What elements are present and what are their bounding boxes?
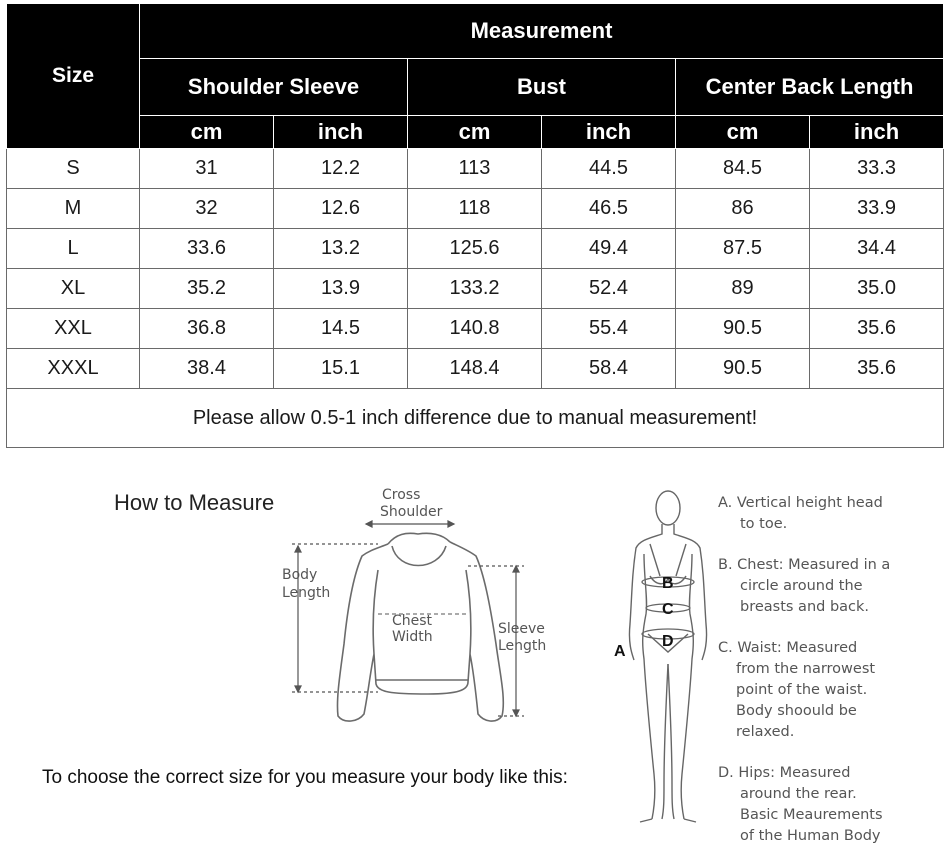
chest-width-label: Width xyxy=(392,629,433,645)
value-cell: 12.2 xyxy=(274,149,408,189)
size-cell: L xyxy=(7,229,140,269)
body-length-label: Length xyxy=(282,585,331,601)
legend-item-height xyxy=(718,493,943,535)
value-cell: 55.4 xyxy=(542,309,676,349)
group-header-shoulder-sleeve: Shoulder Sleeve xyxy=(140,59,408,116)
legend-line: relaxed. xyxy=(736,724,795,740)
value-cell: 13.9 xyxy=(274,269,408,309)
value-cell: 113 xyxy=(408,149,542,189)
size-header: Size xyxy=(7,4,140,149)
hips-marker-d: D xyxy=(662,633,674,650)
legend-line: to toe. xyxy=(740,516,788,532)
table-row xyxy=(7,229,944,269)
table-row xyxy=(7,349,944,389)
value-cell: 13.2 xyxy=(274,229,408,269)
legend-line: of the Human Body xyxy=(740,828,881,844)
value-cell: 35.2 xyxy=(140,269,274,309)
value-cell: 35.6 xyxy=(810,349,944,389)
value-cell: 38.4 xyxy=(140,349,274,389)
value-cell: 58.4 xyxy=(542,349,676,389)
legend-item-hips xyxy=(718,763,943,847)
value-cell: 133.2 xyxy=(408,269,542,309)
legend-line: Basic Meaurements xyxy=(740,807,883,823)
measurement-header: Measurement xyxy=(140,4,944,59)
value-cell: 87.5 xyxy=(676,229,810,269)
chest-marker-b: B xyxy=(662,575,674,592)
value-cell: 31 xyxy=(140,149,274,189)
group-header-center-back-length: Center Back Length xyxy=(676,59,944,116)
table-row xyxy=(7,269,944,309)
value-cell: 86 xyxy=(676,189,810,229)
legend-line: around the rear. xyxy=(740,786,857,802)
value-cell: 140.8 xyxy=(408,309,542,349)
legend-line: breasts and back. xyxy=(740,599,870,615)
size-cell: XXL xyxy=(7,309,140,349)
table-row xyxy=(7,149,944,189)
value-cell: 33.6 xyxy=(140,229,274,269)
legend-line: D. Hips: Measured xyxy=(718,765,851,781)
waist-marker-c: C xyxy=(662,601,674,618)
value-cell: 44.5 xyxy=(542,149,676,189)
legend-item-waist xyxy=(718,638,943,743)
value-cell: 89 xyxy=(676,269,810,309)
measurement-note: Please allow 0.5-1 inch difference due to manual measurement! xyxy=(7,389,944,448)
value-cell: 49.4 xyxy=(542,229,676,269)
unit-header: cm xyxy=(408,116,542,149)
value-cell: 34.4 xyxy=(810,229,944,269)
legend-line: circle around the xyxy=(740,578,863,594)
sleeve-length-label: Sleeve xyxy=(498,621,545,637)
chest-width-label: Chest xyxy=(392,613,433,629)
value-cell: 33.9 xyxy=(810,189,944,229)
value-cell: 32 xyxy=(140,189,274,229)
sweater-measurement-diagram xyxy=(278,484,568,734)
size-chart-table xyxy=(6,3,944,448)
size-cell: S xyxy=(7,149,140,189)
legend-line: A. Vertical height head xyxy=(718,495,883,511)
measurement-legend xyxy=(718,493,943,867)
value-cell: 35.0 xyxy=(810,269,944,309)
legend-line: B. Chest: Measured in a xyxy=(718,557,891,573)
value-cell: 90.5 xyxy=(676,349,810,389)
value-cell: 148.4 xyxy=(408,349,542,389)
legend-item-chest xyxy=(718,555,943,618)
how-to-measure-title: How to Measure xyxy=(114,490,275,515)
unit-header: inch xyxy=(810,116,944,149)
size-cell: XXXL xyxy=(7,349,140,389)
unit-header: inch xyxy=(542,116,676,149)
value-cell: 36.8 xyxy=(140,309,274,349)
size-cell: XL xyxy=(7,269,140,309)
value-cell: 90.5 xyxy=(676,309,810,349)
legend-line: Body shoould be xyxy=(736,703,857,719)
unit-header: cm xyxy=(676,116,810,149)
human-body-diagram xyxy=(610,484,720,834)
height-marker-a: A xyxy=(614,643,626,660)
table-row xyxy=(7,309,944,349)
legend-line: point of the waist. xyxy=(736,682,868,698)
table-row xyxy=(7,189,944,229)
value-cell: 14.5 xyxy=(274,309,408,349)
group-header-bust: Bust xyxy=(408,59,676,116)
legend-line: from the narrowest xyxy=(736,661,876,677)
cross-shoulder-label: Shoulder xyxy=(380,504,443,520)
value-cell: 35.6 xyxy=(810,309,944,349)
value-cell: 84.5 xyxy=(676,149,810,189)
value-cell: 52.4 xyxy=(542,269,676,309)
sleeve-length-label: Length xyxy=(498,638,547,654)
cross-shoulder-label: Cross xyxy=(382,487,421,503)
value-cell: 12.6 xyxy=(274,189,408,229)
value-cell: 33.3 xyxy=(810,149,944,189)
value-cell: 15.1 xyxy=(274,349,408,389)
unit-header: cm xyxy=(140,116,274,149)
legend-line: C. Waist: Measured xyxy=(718,640,858,656)
value-cell: 46.5 xyxy=(542,189,676,229)
unit-header: inch xyxy=(274,116,408,149)
choose-size-instruction: To choose the correct size for you measure your body like this: xyxy=(42,767,568,788)
value-cell: 118 xyxy=(408,189,542,229)
value-cell: 125.6 xyxy=(408,229,542,269)
size-cell: M xyxy=(7,189,140,229)
body-length-label: Body xyxy=(282,567,318,583)
